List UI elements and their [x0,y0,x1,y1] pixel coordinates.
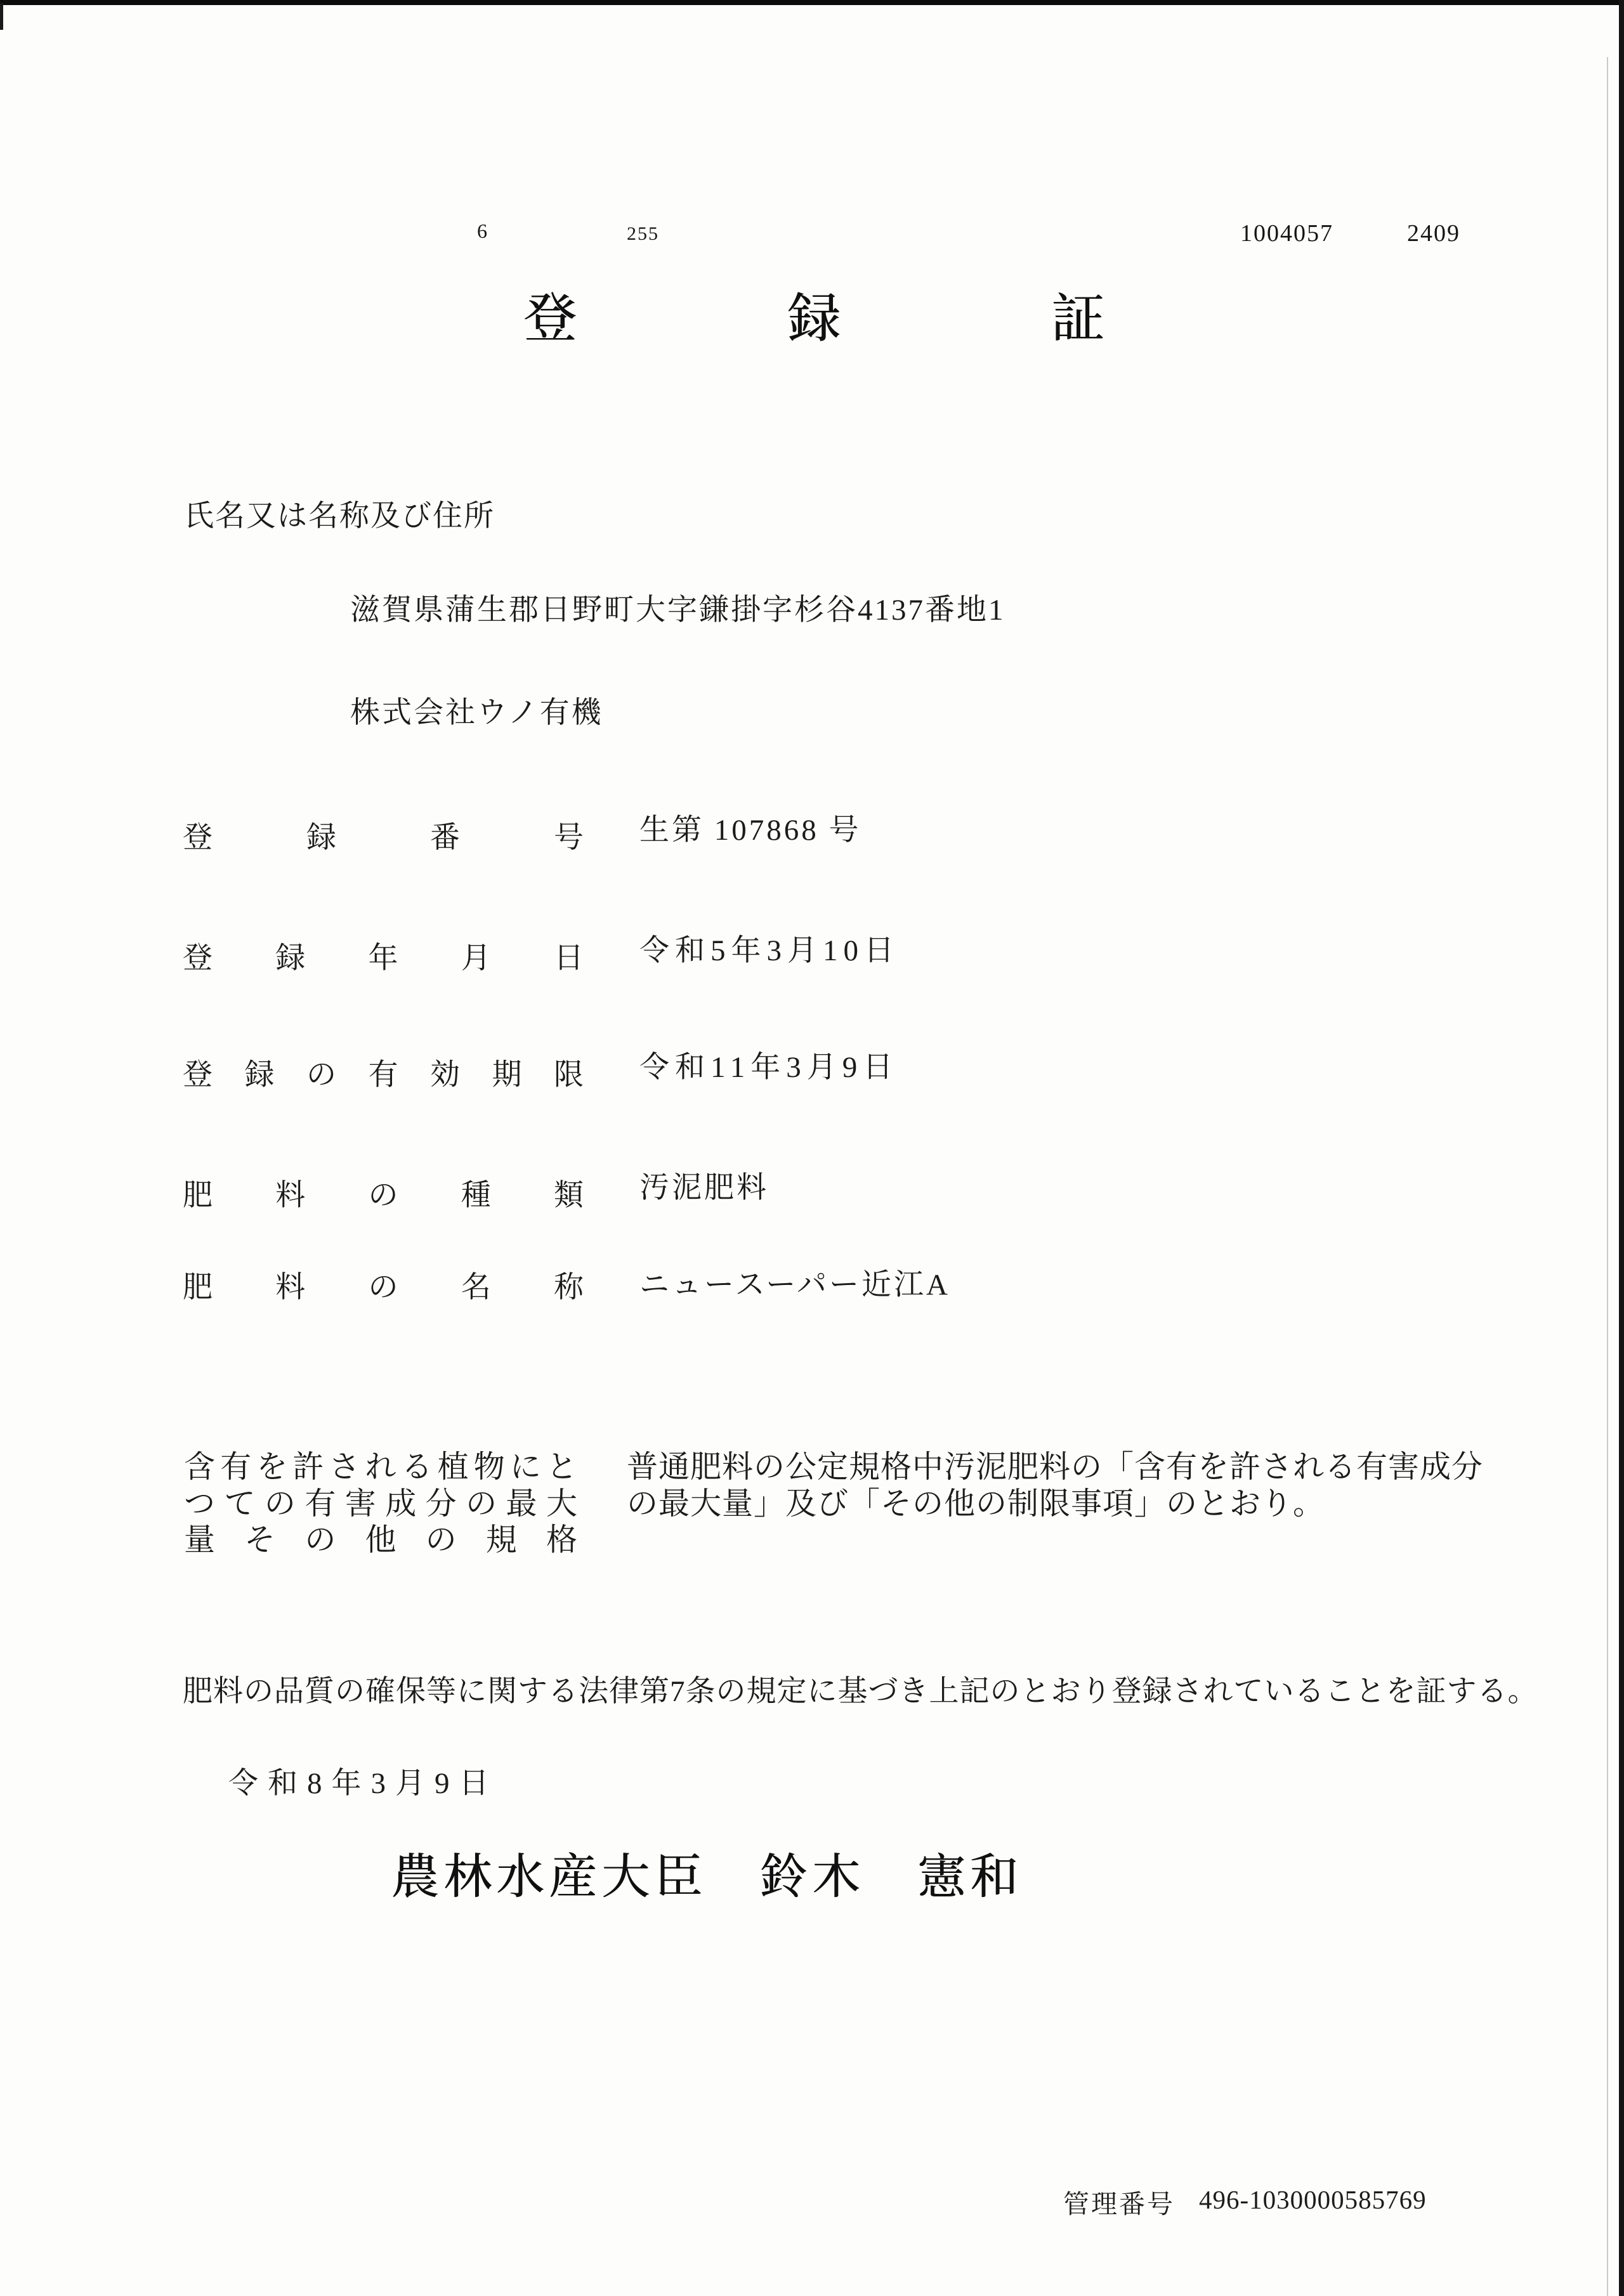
header-number-serial: 1004057 [1240,220,1333,247]
header-number-code: 255 [627,223,659,244]
field-value-registration-number: 生第 107868 号 [639,814,861,847]
paper-edge-shadow [1607,57,1608,2296]
field-label-registration-date: 登 録 年 月 日 [183,942,584,975]
header-number-page: 6 [477,219,488,242]
spec-label-line-3: 量 そ の 他 の 規 格 [184,1522,577,1557]
field-label-fertilizer-type: 肥 料 の 種 類 [183,1179,584,1212]
certificate-title: 登録証 [523,290,1316,349]
field-value-registration-date: 令和5年3月10日 [639,934,900,967]
spec-label-line-1: 含 有 を 許 さ れ る 植 物 に と [184,1449,577,1484]
admin-number-value: 496-1030000585769 [1199,2185,1427,2214]
field-value-expiry-date: 令和11年3月9日 [639,1051,899,1084]
field-label-expiry-date: 登 録 の 有 効 期 限 [183,1059,584,1092]
scan-edge-right [1619,0,1624,2296]
issue-date: 令和8年3月9日 [228,1767,499,1800]
owner-address: 滋賀県蒲生郡日野町大字鎌掛字杉谷4137番地1 [350,594,1005,627]
spec-text-line-2: の最大量」及び「その他の制限事項」のとおり。 [627,1486,1325,1521]
field-label-fertilizer-name: 肥 料 の 名 称 [183,1271,584,1304]
field-value-fertilizer-type: 汚泥肥料 [639,1171,769,1204]
spec-label-line-2: つ て の 有 害 成 分 の 最 大 [184,1486,577,1521]
field-value-fertilizer-name: ニュースーパー近江A [639,1269,950,1301]
header-number-batch: 2409 [1407,220,1460,247]
scan-mark-left [0,3,3,30]
owner-name: 株式会社ウノ有機 [350,696,603,729]
spec-text-line-1: 普通肥料の公定規格中汚泥肥料の「含有を許される有害成分 [627,1449,1484,1484]
owner-heading: 氏名又は名称及び住所 [184,500,495,533]
minister-signature: 農林水産大臣 鈴木 憲和 [391,1851,1023,1904]
field-label-registration-number: 登 録 番 号 [183,821,584,854]
certification-statement: 肥料の品質の確保等に関する法律第7条の規定に基づき上記のとおり登録されていることを証する。 [183,1675,1538,1708]
scan-edge-top [0,0,1624,5]
admin-number-label: 管理番号 [1063,2189,1175,2219]
